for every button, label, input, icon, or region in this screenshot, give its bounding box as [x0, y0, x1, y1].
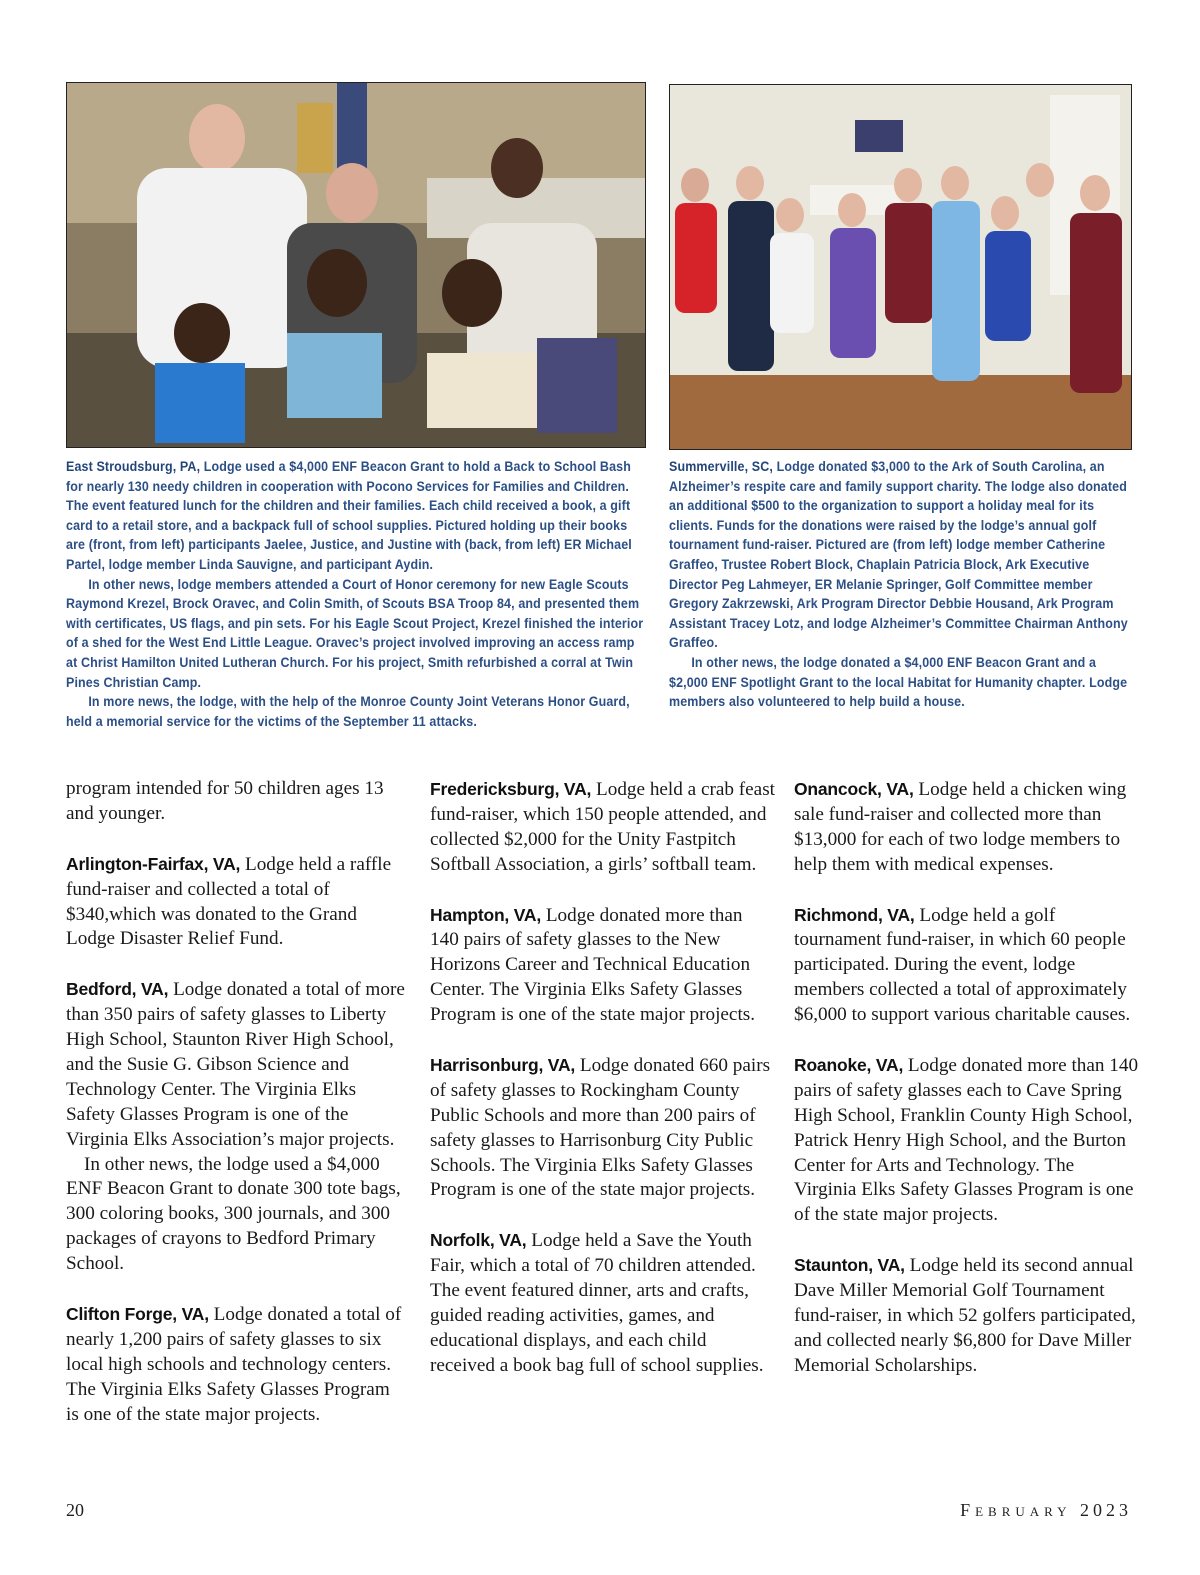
photo-ark-group	[669, 84, 1132, 450]
caption-paragraph	[669, 457, 1132, 653]
article-item-richmond	[794, 903, 1139, 1029]
caption-paragraph: In other news, the lodge donated a $4,000 ENF Beacon Grant and a $2,000 ENF Spotlight Grant to the local Habitat for Humanity chapter. Lodge members also volunteered to help build a house.	[669, 654, 1128, 710]
article-column-2	[430, 777, 775, 1404]
article-item-bedford	[66, 977, 406, 1152]
article-paragraph: program intended for 50 children ages 13 and younger.	[66, 778, 384, 824]
item-text: Lodge donated a total of nearly 1,200 pairs of safety glasses to six local high schools and technology centers. The Virginia Elks Safety Glasses Program is one of the state major projects.	[66, 1303, 402, 1425]
caption-text: Lodge used a $4,000 ENF Beacon Grant to hold a Back to School Bash for nearly 130 needy children in cooperation with Pocono Services for Families and Children. The event featured lunch for the children and their families. Each child received a book, a gift card to a retail store, and a backpack full of school supplies. Pictured holding up their books are (front, from left) participants Jaelee, Justice, and Justine with (back, from left) ER Michael Partel, lodge member Linda Sauvigne, and participant Aydin.	[66, 459, 632, 572]
article-item-norfolk	[430, 1228, 775, 1378]
article-item-onancock	[794, 777, 1139, 878]
place-name: Hampton, VA,	[430, 904, 542, 925]
item-text: Lodge held a chicken wing sale fund-raiser and collected more than $13,000 for each of two lodge members to help them with medical expenses.	[794, 779, 1127, 875]
item-text: Lodge held a golf tournament fund-raiser, in which 60 people participated. During the event, lodge members collected a total of approximately $6,000 to support various charitable causes.	[794, 904, 1131, 1026]
caption-summerville	[669, 457, 1132, 712]
article-paragraph: In other news, the lodge used a $4,000 ENF Beacon Grant to donate 300 tote bags, 300 coloring books, 300 journals, and 300 packages of crayons to Bedford Primary School.	[66, 1153, 401, 1275]
article-item-clifton-forge	[66, 1302, 406, 1428]
item-text: Lodge held a crab feast fund-raiser, which 150 people attended, and collected $2,000 for the Unity Fastpitch Softball Association, a girls’ softball team.	[430, 779, 775, 875]
item-text: Lodge held its second annual Dave Miller Memorial Golf Tournament fund-raiser, in which 52 golfers participated, and collected nearly $6,800 for Dave Miller Memorial Scholarships.	[794, 1255, 1136, 1376]
item-text: Lodge held a raffle fund-raiser and collected a total of $340,which was donated to the Grand Lodge Disaster Relief Fund.	[66, 853, 392, 950]
photo-image	[67, 83, 645, 447]
place-name: Arlington-Fairfax, VA,	[66, 853, 241, 874]
item-text: Lodge donated 660 pairs of safety glasses to Rockingham County Public Schools and more than 200 pairs of safety glasses to Harrisonburg City Public Schools. The Virginia Elks Safety Glasses Program is one of the state major projects.	[430, 1054, 771, 1201]
article-item-hampton	[430, 903, 775, 1029]
issue-year: 2023	[1080, 1500, 1132, 1520]
item-text: Lodge donated more than 140 pairs of safety glasses to the New Horizons Career and Technical Education Center. The Virginia Elks Safety Glasses Program is one of the state major projects.	[430, 904, 756, 1026]
place-name: Harrisonburg, VA,	[430, 1054, 576, 1075]
article-column-1	[66, 777, 406, 1452]
caption-paragraph: In more news, the lodge, with the help of the Monroe County Joint Veterans Honor Guard, held a memorial service for the victims of the September 11 attacks.	[66, 694, 630, 729]
caption-place: Summerville, SC,	[669, 459, 773, 474]
caption-place: East Stroudsburg, PA,	[66, 459, 201, 474]
place-name: Onancock, VA,	[794, 779, 914, 799]
article-item-arlington	[66, 852, 406, 953]
article-item-harrisonburg	[430, 1053, 775, 1203]
item-text: Lodge donated more than 140 pairs of safety glasses each to Cave Spring High School, Franklin County High School, Patrick Henry High School, and the Burton Center for Arts and Technology. The Virginia Elks Safety Glasses Program is one of the state major projects.	[794, 1054, 1139, 1226]
item-text: Lodge held a Save the Youth Fair, which a total of 70 children attended. The event featured dinner, arts and crafts, guided reading activities, games, and educational displays, and each child received a book bag full of school supplies.	[430, 1230, 764, 1376]
place-name: Staunton, VA,	[794, 1255, 905, 1276]
photo-image	[670, 85, 1131, 449]
caption-paragraph	[66, 457, 644, 575]
page-number: 20	[66, 1500, 84, 1520]
article-item-staunton	[794, 1253, 1139, 1379]
article-item-fredericksburg	[430, 777, 775, 878]
issue-date	[960, 1500, 1132, 1521]
place-name: Clifton Forge, VA,	[66, 1303, 209, 1324]
article-column-3	[794, 777, 1139, 1404]
issue-month: February	[960, 1500, 1072, 1520]
place-name: Fredericksburg, VA,	[430, 779, 592, 799]
caption-east-stroudsburg	[66, 457, 644, 731]
caption-paragraph: In other news, lodge members attended a Court of Honor ceremony for new Eagle Scouts Raymond Krezel, Brock Oravec, and Colin Smith, of Scouts BSA Troop 84, and presented them with certificates, US flags, and pin sets. For his Eagle Scout Project, Krezel finished the interior of a shed for the West End Little League. Oravec’s project involved improving an access ramp at Christ Hamilton United Lutheran Church. For his project, Smith refurbished a corral at Twin Pines Christian Camp.	[66, 576, 644, 690]
photo-back-to-school-bash	[66, 82, 646, 448]
article-item-roanoke	[794, 1053, 1139, 1228]
caption-text: Lodge donated $3,000 to the Ark of South Carolina, an Alzheimer’s respite care and family support charity. The lodge also donated an additional $500 to the organization to support a holiday meal for its clients. Funds for the donations were raised by the lodge’s annual golf tournament fund-raiser. Pictured are (from left) lodge member Catherine Graffeo, Trustee Robert Block, Chaplain Patricia Block, Ark Executive Director Peg Lahmeyer, ER Melanie Springer, Golf Committee member Gregory Zakrzewski, Ark Program Director Debbie Housand, Ark Program Assistant Tracey Lotz, and lodge Alzheimer’s Committee Chairman Anthony Graffeo.	[669, 459, 1128, 651]
place-name: Bedford, VA,	[66, 979, 169, 1000]
place-name: Roanoke, VA,	[794, 1054, 904, 1075]
item-text: Lodge donated a total of more than 350 pairs of safety glasses to Liberty High School, Staunton River High School, and the Susie G. Gibson Science and Technology Center. The Virginia Elks Safety Glasses Program is one of the Virginia Elks Association’s major projects.	[66, 979, 405, 1150]
place-name: Richmond, VA,	[794, 904, 915, 925]
place-name: Norfolk, VA,	[430, 1230, 527, 1251]
